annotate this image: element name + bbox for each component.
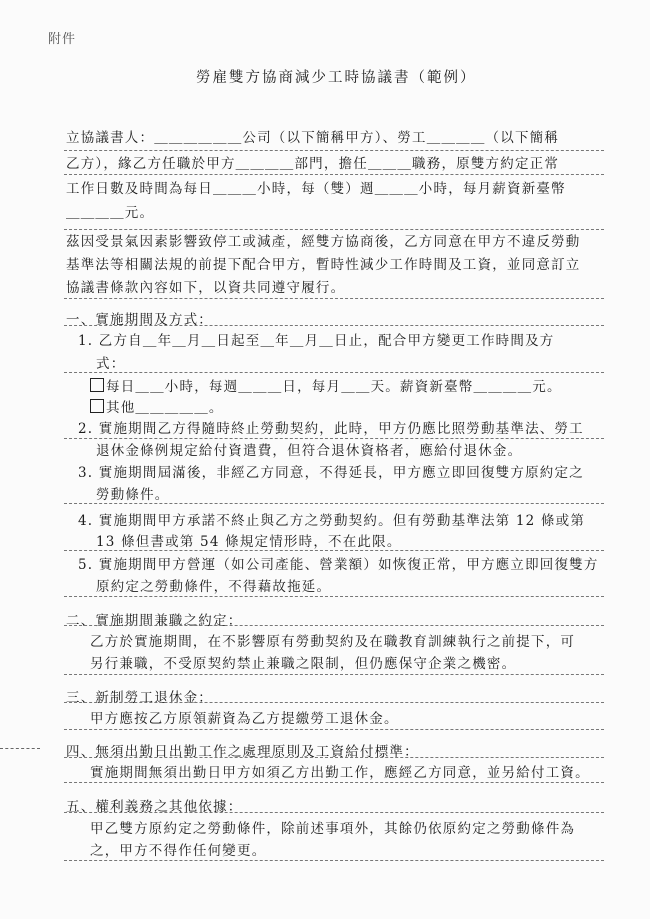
underline-rule <box>64 674 604 675</box>
section1-item2-line: 2. 實施期間乙方得隨時終止勞動契約，此時，甲方仍應比照勞動基準法、勞工 <box>78 421 584 437</box>
underline-rule <box>64 503 604 504</box>
checkbox[interactable] <box>90 378 104 392</box>
section3-heading: 三、新制勞工退休金： <box>66 690 213 706</box>
preamble-line: 茲因受景氣因素影響致停工或減產，經雙方協商後，乙方同意在甲方不違反勞動 <box>66 234 581 250</box>
section1-item4-line: 4. 實施期間甲方承諾不終止與乙方之勞動契約。但有勞動基準法第 12 條或第 <box>78 513 586 529</box>
option-other-text: 其他＿＿＿＿＿。 <box>106 400 224 416</box>
preamble-line: 基準法等相關法規的前提下配合甲方，暫時性減少工作時間及工資，並同意訂立 <box>66 257 581 273</box>
section5-heading: 五、權利義務之其他依據： <box>66 799 243 815</box>
option-daily-text: 每日＿＿小時，每週＿＿＿日，每月＿＿天。薪資新臺幣＿＿＿＿元。 <box>106 379 562 395</box>
option-other <box>90 399 224 417</box>
section1-item3-line: 勞動條件。 <box>96 487 170 503</box>
attachment-label: 附件 <box>48 32 77 47</box>
section1-item5-line: 原約定之勞動條件，不得藉故拖延。 <box>96 579 332 595</box>
intro-line: 乙方），緣乙方任職於甲方＿＿＿＿部門，擔任＿＿＿職務，原雙方約定正常 <box>66 156 560 172</box>
section1-heading: 一、實施期間及方式： <box>66 312 213 328</box>
section1-item4-line: 13 條但書或第 54 條規定情形時，不在此限。 <box>96 534 402 550</box>
underline-rule <box>64 174 604 175</box>
section5-body-line: 甲乙雙方原約定之勞動條件，除前述事項外，其餘仍依原約定之勞動條件為 <box>90 821 576 837</box>
intro-line: 工作日數及時間為每日＿＿＿小時，每（雙）週＿＿＿小時，每月薪資新臺幣 <box>66 181 566 197</box>
underline-rule <box>64 325 604 326</box>
underline-rule <box>64 550 604 551</box>
underline-rule <box>64 812 604 813</box>
section1-item3-line: 3. 實施期間屆滿後，非經乙方同意，不得延長，甲方應立即回復雙方原約定之 <box>78 465 584 481</box>
underline-rule <box>64 757 604 758</box>
section5-body-line: 之，甲方不得作任何變更。 <box>90 843 267 859</box>
section1-item1-line: 1. 乙方自＿年＿月＿日起至＿年＿月＿日止，配合甲方變更工作時間及方 <box>78 333 555 349</box>
underline-rule <box>64 729 604 730</box>
document-title: 勞雇雙方協商減少工時協議書（範例） <box>196 70 477 86</box>
underline-rule <box>64 782 604 783</box>
underline-rule <box>64 860 604 861</box>
underline-rule <box>64 150 604 151</box>
checkbox[interactable] <box>90 399 104 413</box>
underline-rule <box>64 372 604 373</box>
intro-line: 立協議書人：＿＿＿＿＿＿公司（以下簡稱甲方）、勞工＿＿＿＿（以下簡稱 <box>66 130 560 146</box>
section2-body-line: 另行兼職，不受原契約禁止兼職之限制，但仍應保守企業之機密。 <box>90 656 517 672</box>
preamble-line: 協議書條款內容如下，以資共同遵守履行。 <box>66 280 346 296</box>
section2-heading: 二、實施期間兼職之約定： <box>66 613 243 629</box>
scan-mark <box>0 748 40 749</box>
section4-body-line: 實施期間無須出勤日甲方如須乙方出勤工作，應經乙方同意，並另給付工資。 <box>90 765 590 781</box>
underline-rule <box>64 229 604 230</box>
section1-item5-line: 5. 實施期間甲方營運（如公司產能、營業額）如恢復正常，甲方應立即回復雙方 <box>78 557 599 573</box>
intro-line: ＿＿＿＿元。 <box>66 205 155 221</box>
section2-body-line: 乙方於實施期間，在不影響原有勞動契約及在職教育訓練執行之前提下，可 <box>90 634 576 650</box>
underline-rule <box>64 702 604 703</box>
underline-rule <box>64 438 604 439</box>
section3-body-line: 甲方應按乙方原領薪資為乙方提繳勞工退休金。 <box>90 711 399 727</box>
section4-heading: 四、無須出勤日出勤工作之處理原則及工資給付標準： <box>66 744 419 760</box>
underline-rule <box>64 596 604 597</box>
underline-rule <box>64 625 604 626</box>
underline-rule <box>64 298 604 299</box>
option-daily-schedule <box>90 378 562 396</box>
section1-item2-line: 退休金條例規定給付資遣費，但符合退休資格者，應給付退休金。 <box>96 443 523 459</box>
section1-item1-line: 式： <box>96 356 126 372</box>
